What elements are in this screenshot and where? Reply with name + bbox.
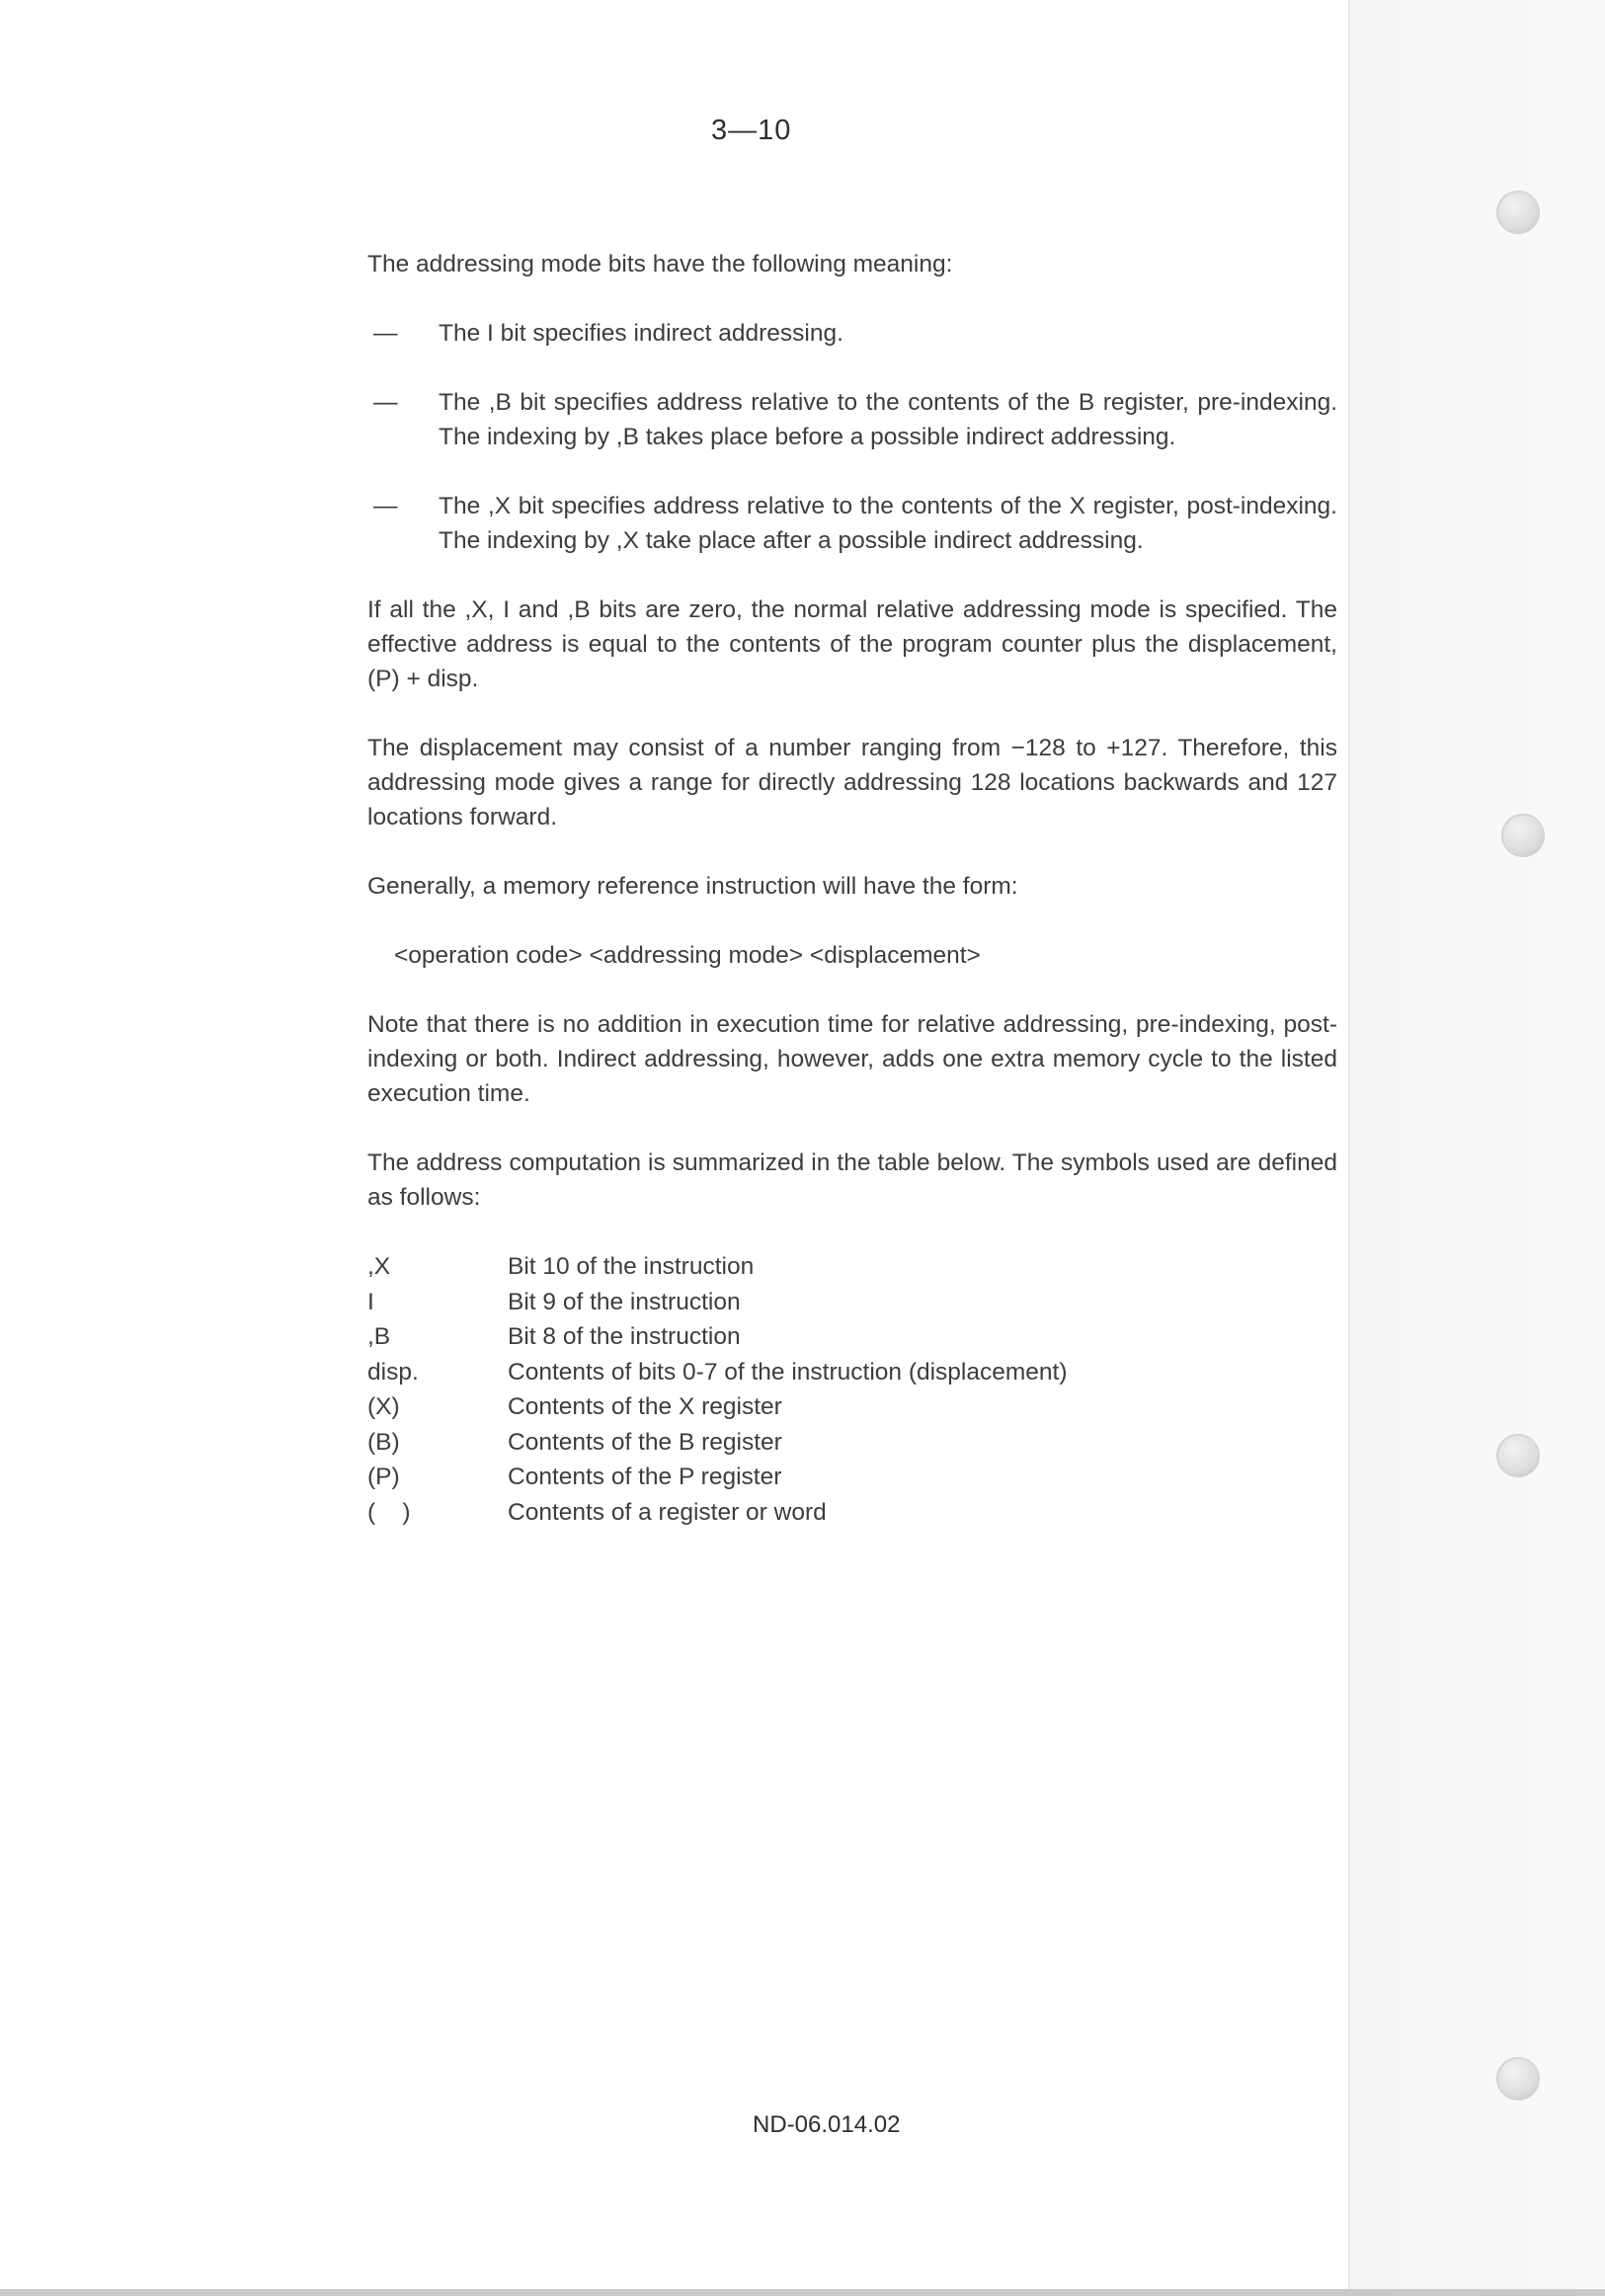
document-footer-code: ND-06.014.02 [753,2111,901,2138]
intro-paragraph: The addressing mode bits have the following meaning: [367,251,953,277]
punch-hole-icon [1501,814,1545,857]
definition-symbol: (X) [367,1393,400,1420]
definition-row [367,1285,1337,1320]
definition-symbol: (B) [367,1428,400,1456]
bullet-text: The ,X bit specifies address relative to the contents of the X register, post-indexing. The indexing by ,X take place after a possible indirect addressing. [439,493,1337,554]
definition-row [367,1249,1337,1285]
punch-hole-icon [1496,1434,1540,1477]
displacement-paragraph: The displacement may consist of a number ranging from −128 to +127. Therefore, this addressing mode gives a range for directly addressing 128 locations backwards and 127 locations forward. [367,735,1337,831]
definition-description: Bit 10 of the instruction [508,1253,755,1280]
definition-row [367,1460,1337,1495]
instruction-form: <operation code> <addressing mode> <displacement> [394,942,981,969]
definition-symbol: I [367,1288,374,1315]
generally-paragraph: Generally, a memory reference instruction will have the form: [367,873,1018,900]
note-paragraph: Note that there is no addition in execution time for relative addressing, pre-indexing, post-indexing or both. Indirect addressing, however, adds one extra memory cycle to the listed execution time. [367,1011,1337,1107]
definition-symbol: ( ) [367,1498,411,1526]
summary-paragraph: The address computation is summarized in the table below. The symbols used are defined as follows: [367,1149,1337,1211]
bullet-dash: — [373,493,398,519]
bullet-text: The ,B bit specifies address relative to the contents of the B register, pre-indexing. The indexing by ,B takes place before a possible indirect addressing. [439,389,1337,450]
relative-addressing-paragraph: If all the ,X, I and ,B bits are zero, the normal relative addressing mode is specified. The effective address is equal to the contents of the program counter plus the displacement, (P) + disp. [367,596,1337,692]
page-body [367,247,1337,1530]
definition-row [367,1389,1337,1425]
definition-description: Contents of bits 0-7 of the instruction (displacement) [508,1358,1068,1386]
page-number: 3—10 [711,115,792,146]
definition-row [367,1495,1337,1531]
definition-symbol: ,X [367,1253,391,1280]
definition-description: Bit 8 of the instruction [508,1323,741,1350]
definition-description: Contents of the P register [508,1464,782,1490]
definition-description: Contents of the X register [508,1393,782,1420]
bullet-item [367,316,1337,351]
bullet-dash: — [373,389,398,416]
definition-row [367,1425,1337,1461]
definition-symbol: (P) [367,1464,400,1490]
symbol-definitions [367,1249,1337,1530]
definition-symbol: disp. [367,1358,419,1386]
punch-hole-icon [1496,2057,1540,2100]
definition-row [367,1319,1337,1355]
definition-description: Bit 9 of the instruction [508,1288,741,1315]
binder-margin [1348,0,1605,2289]
page-bottom-edge [0,2289,1605,2296]
bullet-dash: — [373,320,398,347]
punch-hole-icon [1496,191,1540,234]
definition-symbol: ,B [367,1323,391,1350]
bullet-item [367,489,1337,558]
definition-description: Contents of a register or word [508,1498,827,1526]
bullet-text: The I bit specifies indirect addressing. [439,320,843,347]
bullet-item [367,385,1337,454]
definition-description: Contents of the B register [508,1428,782,1456]
definition-row [367,1355,1337,1390]
